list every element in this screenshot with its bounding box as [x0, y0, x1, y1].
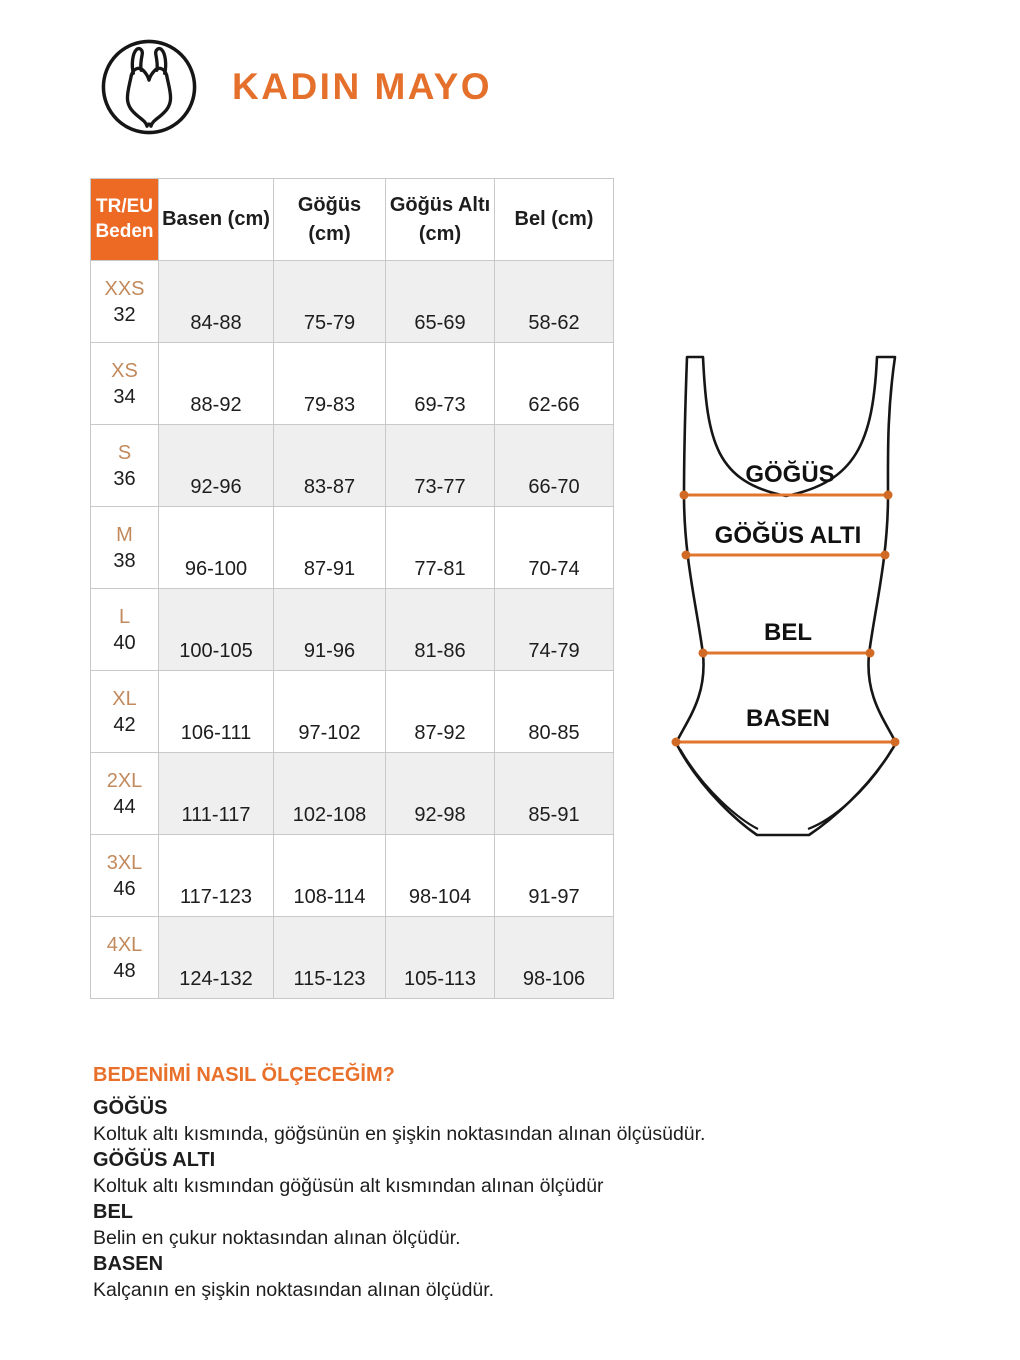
size-cell: 2XL 44 — [91, 753, 159, 835]
measure-endpoint-dot — [881, 551, 890, 560]
how-to-measure-title: BEDENİMİ NASIL ÖLÇECEĞİM? — [93, 1064, 395, 1086]
measure-endpoint-dot — [672, 738, 681, 747]
measure-endpoint-dot — [680, 491, 689, 500]
diagram-label-gogus: GÖĞÜS — [745, 461, 835, 488]
measure-description: Belin en çukur noktasından alınan ölçüdür. — [93, 1227, 461, 1249]
diagram-label-basen: BASEN — [745, 705, 831, 732]
size-cell: 4XL 48 — [91, 917, 159, 999]
column-header-basen: Basen (cm) — [159, 179, 274, 261]
swimsuit-outline — [676, 357, 896, 835]
leg-opening-line — [808, 749, 892, 829]
measure-description: Koltuk altı kısmından göğüsün alt kısmından alınan ölçüdür — [93, 1175, 604, 1197]
column-header-bel: Bel (cm) — [495, 179, 614, 261]
table-row: 2XL 44 111-117 102-108 92-98 85-91 — [91, 753, 614, 835]
measure-endpoint-dot — [891, 738, 900, 747]
size-cell: S 36 — [91, 425, 159, 507]
measure-term: GÖĞÜS ALTI — [93, 1149, 216, 1171]
size-cell: XXS 32 — [91, 261, 159, 343]
measure-endpoint-dot — [884, 491, 893, 500]
measure-description: Koltuk altı kısmında, göğsünün en şişkin noktasından alınan ölçüsüdür. — [93, 1123, 706, 1145]
leg-opening-line — [680, 749, 758, 829]
size-cell: XS 34 — [91, 343, 159, 425]
measure-description: Kalçanın en şişkin noktasından alınan ölçüdür. — [93, 1279, 495, 1301]
column-header-size: TR/EU Beden — [91, 179, 159, 261]
table-row: 3XL 46 117-123 108-114 98-104 91-97 — [91, 835, 614, 917]
measurement-diagram — [650, 338, 915, 870]
how-to-measure-section — [93, 1062, 743, 1303]
measure-term: BASEN — [93, 1253, 164, 1275]
size-cell: XL 42 — [91, 671, 159, 753]
table-header-row — [91, 179, 614, 261]
measure-endpoint-dot — [682, 551, 691, 560]
diagram-label-gogus-alti: GÖĞÜS ALTI — [714, 522, 862, 549]
table-row: M 38 96-100 87-91 77-81 70-74 — [91, 507, 614, 589]
column-header-gogus-alti: Göğüs Altı (cm) — [386, 179, 495, 261]
diagram-label-bel: BEL — [764, 619, 812, 646]
size-cell: M 38 — [91, 507, 159, 589]
header — [100, 38, 492, 136]
table-row: XXS 32 84-88 75-79 65-69 58-62 — [91, 261, 614, 343]
table-row: S 36 92-96 83-87 73-77 66-70 — [91, 425, 614, 507]
size-cell: 3XL 46 — [91, 835, 159, 917]
measure-term: GÖĞÜS — [93, 1097, 168, 1119]
swimsuit-icon — [100, 38, 198, 136]
page-title: KADIN MAYO — [232, 66, 493, 107]
measure-term: BEL — [93, 1201, 133, 1223]
size-table — [90, 178, 614, 999]
table-row: L 40 100-105 91-96 81-86 74-79 — [91, 589, 614, 671]
table-row: XL 42 106-111 97-102 87-92 80-85 — [91, 671, 614, 753]
table-row: XS 34 88-92 79-83 69-73 62-66 — [91, 343, 614, 425]
table-row: 4XL 48 124-132 115-123 105-113 98-106 — [91, 917, 614, 999]
measure-endpoint-dot — [866, 649, 875, 658]
size-cell: L 40 — [91, 589, 159, 671]
measure-endpoint-dot — [699, 649, 708, 658]
column-header-gogus: Göğüs (cm) — [274, 179, 386, 261]
